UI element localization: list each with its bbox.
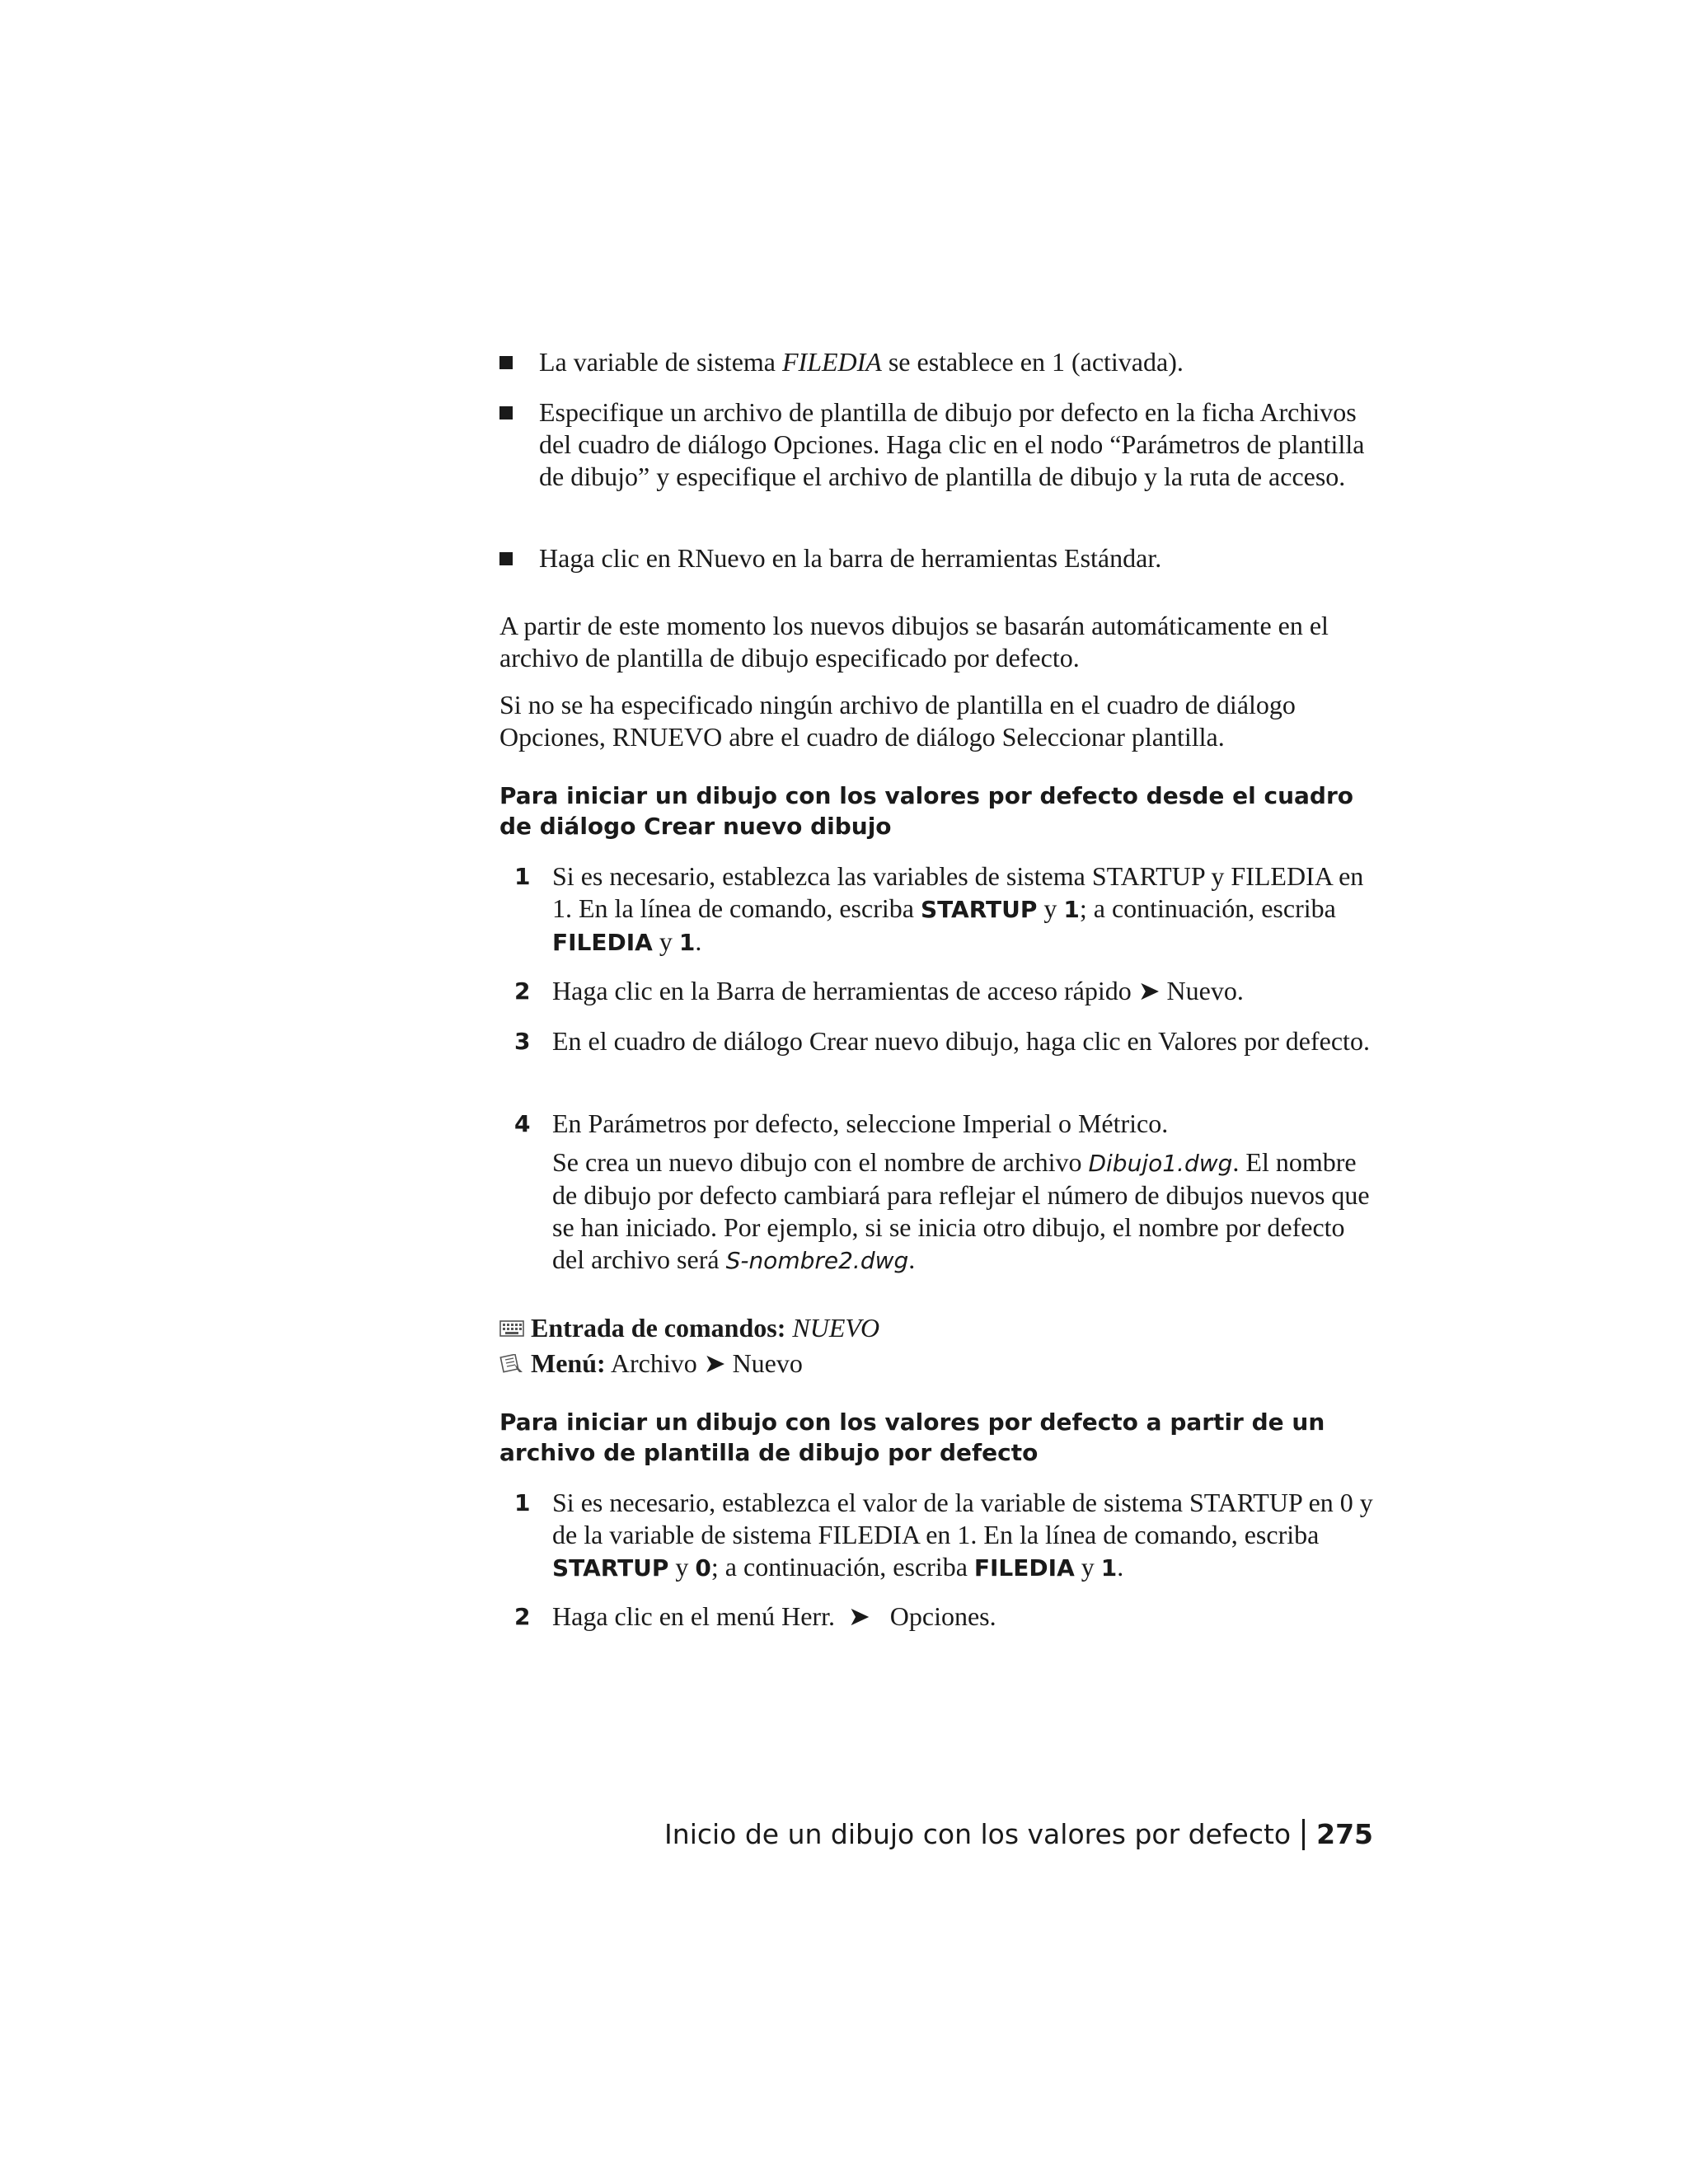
bullet-item <box>499 542 1373 574</box>
step-note: Se crea un nuevo dibujo con el nombre de archivo Dibujo1.dwg. El nombre de dibujo por defecto cambiará para reflejar el número de dibujos nuevos que se han iniciado. Por ejemplo, si se inicia otro dibujo, el nombre por defecto del archivo será S-nombre2.dwg. <box>552 1147 1370 1274</box>
procedure-step <box>499 1108 1373 1277</box>
step-number: 2 <box>514 1603 531 1630</box>
bullet-text: se establece en 1 (activada). <box>881 347 1184 377</box>
paragraph: A partir de este momento los nuevos dibujos se basarán automáticamente en el archivo de plantilla de dibujo especificado por defecto. <box>499 611 1329 673</box>
procedure-heading: Para iniciar un dibujo con los valores por defecto a partir de un archivo de plantilla de dibujo por defecto <box>499 1408 1325 1466</box>
file-name: S-nombre2.dwg <box>725 1247 909 1274</box>
page-number: 275 <box>1316 1818 1373 1850</box>
step-text: En Parámetros por defecto, seleccione Imperial o Métrico. <box>552 1108 1169 1138</box>
command-keyword: STARTUP <box>552 1554 669 1582</box>
file-name: Dibujo1.dwg <box>1088 1150 1233 1177</box>
step-text: En el cuadro de diálogo Crear nuevo dibujo, haga clic en Valores por defecto. <box>552 1026 1370 1056</box>
procedure-step: 1 Si es necesario, establezca el valor de la variable de sistema STARTUP en 0 y de la variable de sistema FILEDIA en 1. En la línea de comando, escriba STARTUP y 0; a continuación, escriba FILEDIA y 1. <box>514 1488 1373 1582</box>
bullet-square-icon <box>499 552 513 565</box>
page-footer <box>664 1816 1373 1853</box>
step-number: 2 <box>514 977 531 1005</box>
system-variable-name: FILEDIA <box>781 347 882 377</box>
menu-path: Archivo ➤ Nuevo <box>610 1348 803 1378</box>
step-number: 3 <box>514 1028 531 1055</box>
command-keyword: FILEDIA <box>552 929 653 956</box>
command-keyword: 1 <box>678 929 696 956</box>
command-keyword: 1 <box>1063 896 1080 923</box>
bullet-text: Especifique un archivo de plantilla de dibujo por defecto en la ficha Archivos del cuadro de diálogo Opciones. Haga clic en el nodo “Parámetros de plantilla de dibujo” y especifique el archivo de plantilla de dibujo y la ruta de acceso. <box>539 397 1365 491</box>
command-entry-label: Entrada de comandos: <box>531 1313 786 1343</box>
step-number: 1 <box>514 1489 531 1516</box>
keyboard-icon <box>499 1319 524 1338</box>
command-keyword: STARTUP <box>920 896 1038 923</box>
footer-divider <box>1302 1819 1305 1850</box>
command-entry-value: NUEVO <box>792 1313 880 1343</box>
bullet-item <box>499 396 1373 493</box>
command-keyword: 0 <box>695 1554 711 1582</box>
procedure-heading: Para iniciar un dibujo con los valores por defecto desde el cuadro de diálogo Crear nuevo dibujo <box>499 782 1353 840</box>
step-number: 1 <box>514 863 531 890</box>
procedure-step: 1 Si es necesario, establezca las variables de sistema STARTUP y FILEDIA en 1. En la línea de comando, escriba STARTUP y 1; a continuación, escriba FILEDIA y 1. <box>514 861 1364 956</box>
bullet-item <box>499 346 1373 378</box>
step-number: 4 <box>514 1110 531 1137</box>
procedure-step <box>499 1601 1373 1633</box>
command-entry-line <box>499 1310 1373 1345</box>
bullet-square-icon <box>499 356 513 369</box>
procedure-step <box>499 975 1373 1007</box>
bullet-text: La variable de sistema <box>539 347 782 377</box>
paragraph: Si no se ha especificado ningún archivo de plantilla en el cuadro de diálogo Opciones, RNUEVO abre el cuadro de diálogo Seleccionar plantilla. <box>499 690 1296 752</box>
menu-path-line <box>499 1346 1373 1380</box>
procedure-step <box>499 1025 1373 1057</box>
step-text: Haga clic en el menú Herr. ➤ Opciones. <box>552 1601 996 1631</box>
command-keyword: 1 <box>1100 1554 1118 1582</box>
menu-icon <box>499 1354 524 1374</box>
bullet-text: Haga clic en RNuevo en la barra de herramientas Estándar. <box>539 543 1162 573</box>
command-keyword: FILEDIA <box>973 1554 1075 1582</box>
footer-section-title: Inicio de un dibujo con los valores por defecto <box>664 1818 1292 1850</box>
step-text: Haga clic en la Barra de herramientas de acceso rápido ➤ Nuevo. <box>552 976 1244 1005</box>
menu-label: Menú: <box>531 1348 606 1378</box>
bullet-square-icon <box>499 406 513 419</box>
